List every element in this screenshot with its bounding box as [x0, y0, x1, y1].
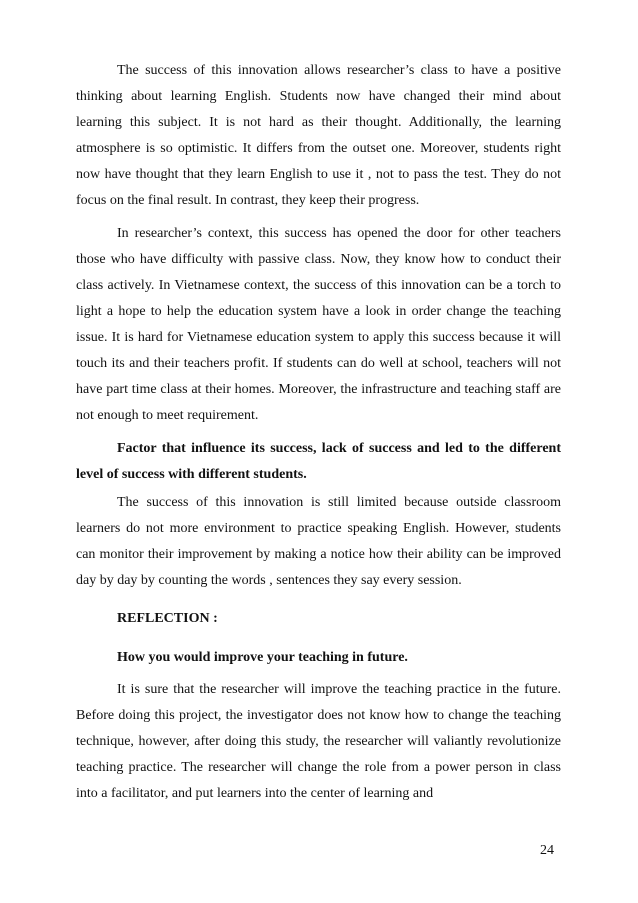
- page-number: 24: [540, 843, 554, 858]
- heading-reflection: REFLECTION :: [117, 611, 218, 626]
- heading-factor-influence: Factor that influence its success, lack of success and led to the different level of success with different students.: [76, 441, 561, 482]
- paragraph-limited-success: The success of this innovation is still limited because outside classroom learners do not more environment to practice speaking English. However, students can monitor their improvement by making a notice how their ability can be improved day by day by counting the words , sentences they say every session.: [76, 495, 561, 588]
- paragraph-researcher-context: In researcher’s context, this success has opened the door for other teachers those who have difficulty with passive class. Now, they know how to conduct their class actively. In Vietnamese context, the success of this innovation can be a torch to light a hope to help the education system have a look in order change the teaching issue. It is hard for Vietnamese education system to apply this success because it will touch its and their teachers profit. If students can do well at school, teachers will not have part time class at their homes. Moreover, the infrastructure and teaching staff are not enough to meet requirement.: [76, 226, 561, 423]
- heading-improve-teaching: How you would improve your teaching in future.: [117, 650, 408, 665]
- paragraph-innovation-success: The success of this innovation allows researcher’s class to have a positive thinking about learning English. Students now have changed their mind about learning this subject. It is not hard as their thought. Additionally, the learning atmosphere is so optimistic. It differs from the outset one. Moreover, students right now have thought that they learn English to use it , not to pass the test. They do not focus on the final result. In contrast, they keep their progress.: [76, 63, 561, 208]
- paragraph-future-improvement: It is sure that the researcher will improve the teaching practice in the future. Before doing this project, the investigator does not know how to change the teaching technique, however, after doing this study, the researcher will valiantly revolutionize teaching practice. The researcher will change the role from a power person in class into a facilitator, and put learners into the center of learning and: [76, 682, 561, 801]
